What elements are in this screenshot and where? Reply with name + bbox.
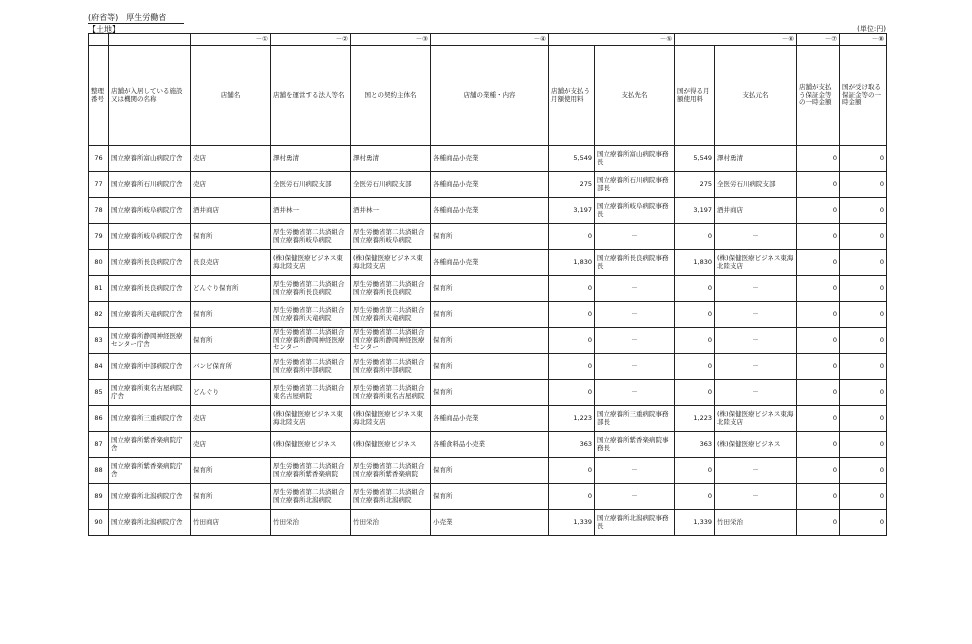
payee-name: 国立療養所北潟病院事務長 (595, 510, 675, 536)
deposit-paid: 0 (797, 458, 840, 484)
monthly-fee-paid: 0 (549, 224, 595, 250)
facility-name: 国立療養所静岡神経医療センター庁舎 (109, 328, 191, 354)
monthly-fee-paid: 0 (549, 484, 595, 510)
table-row (89, 380, 887, 406)
header-deposit-received: 国が受け取る保証金等の一時金額 (840, 46, 887, 146)
contractor-name: 厚生労働省第二共済組合国立療養所北潟病院 (351, 484, 431, 510)
store-table (88, 33, 887, 536)
operator-name: 厚生労働省第二共済組合国立療養所北潟病院 (271, 484, 351, 510)
column-number: －⑧ (840, 34, 887, 46)
column-number: －④ (431, 34, 549, 46)
deposit-received: 0 (840, 172, 887, 198)
deposit-received: 0 (840, 146, 887, 172)
column-header-row (89, 46, 887, 146)
row-number: 89 (89, 484, 109, 510)
contractor-name: (株)保健医療ビジネス東海北陸支店 (351, 406, 431, 432)
contractor-name: 全医労石川病院支部 (351, 172, 431, 198)
contractor-name: 厚生労働省第二共済組合国立療養所長良病院 (351, 276, 431, 302)
payer-name: 竹田栄治 (715, 510, 797, 536)
monthly-fee-received: 0 (675, 354, 715, 380)
contractor-name: 澤村勇清 (351, 146, 431, 172)
monthly-fee-paid: 5,549 (549, 146, 595, 172)
business-type: 各種商品小売業 (431, 406, 549, 432)
contractor-name: 厚生労働省第二共済組合国立療養所静岡神経医療センター (351, 328, 431, 354)
deposit-paid: 0 (797, 510, 840, 536)
category-label: 【土地】 (88, 25, 120, 34)
payee-name: 国立療養所紫香楽病院事務長 (595, 432, 675, 458)
payer-name: (株)保健医療ビジネス東海北陸支店 (715, 250, 797, 276)
table-row (89, 250, 887, 276)
table-row (89, 224, 887, 250)
monthly-fee-paid: 0 (549, 354, 595, 380)
payer-name: － (715, 224, 797, 250)
deposit-received: 0 (840, 354, 887, 380)
ministry-label: (府省等) 厚生労働省 (88, 13, 167, 22)
monthly-fee-received: 0 (675, 458, 715, 484)
contractor-name: (株)保健医療ビジネス東海北陸支店 (351, 250, 431, 276)
operator-name: (株)保健医療ビジネス (271, 432, 351, 458)
facility-name: 国立療養所三重病院庁舎 (109, 406, 191, 432)
row-number: 85 (89, 380, 109, 406)
store-name: 保育所 (191, 224, 271, 250)
payee-name: 国立療養所富山病院事務長 (595, 146, 675, 172)
store-name: 売店 (191, 432, 271, 458)
header-operator: 店舗を運営する法人等名 (271, 46, 351, 146)
operator-name: 厚生労働省第二共済組合国立療養所岐阜病院 (271, 224, 351, 250)
deposit-received: 0 (840, 380, 887, 406)
payee-name: － (595, 484, 675, 510)
payee-name: － (595, 458, 675, 484)
monthly-fee-paid: 1,223 (549, 406, 595, 432)
column-number: －① (191, 34, 271, 46)
deposit-paid: 0 (797, 406, 840, 432)
deposit-received: 0 (840, 198, 887, 224)
payer-name: (株)保健医療ビジネス (715, 432, 797, 458)
payer-name: － (715, 380, 797, 406)
business-type: 小売業 (431, 510, 549, 536)
deposit-paid: 0 (797, 380, 840, 406)
payee-name: 国立療養所三重病院事務部長 (595, 406, 675, 432)
column-number: －⑦ (797, 34, 840, 46)
table-row (89, 276, 887, 302)
monthly-fee-paid: 3,197 (549, 198, 595, 224)
operator-name: 厚生労働省第二共済組合国立療養所長良病院 (271, 276, 351, 302)
facility-name: 国立療養所中部病院庁舎 (109, 354, 191, 380)
store-name: 売店 (191, 406, 271, 432)
row-number: 88 (89, 458, 109, 484)
store-name: 保育所 (191, 484, 271, 510)
monthly-fee-received: 0 (675, 276, 715, 302)
store-name: バンビ保育所 (191, 354, 271, 380)
header-monthly-received: 国が得る月額使用料 (675, 46, 715, 146)
facility-name: 国立療養所北潟病院庁舎 (109, 484, 191, 510)
deposit-received: 0 (840, 510, 887, 536)
facility-name: 国立療養所富山病院庁舎 (109, 146, 191, 172)
payee-name: 国立療養所岐阜病院事務長 (595, 198, 675, 224)
payee-name: － (595, 328, 675, 354)
deposit-paid: 0 (797, 302, 840, 328)
store-name: 酒井商店 (191, 198, 271, 224)
deposit-received: 0 (840, 406, 887, 432)
header-payee: 支払先名 (595, 46, 675, 146)
business-type: 各種食料品小売業 (431, 432, 549, 458)
row-number: 86 (89, 406, 109, 432)
deposit-paid: 0 (797, 432, 840, 458)
store-name: 保育所 (191, 458, 271, 484)
contractor-name: 厚生労働省第二共済組合国立療養所天竜病院 (351, 302, 431, 328)
store-name: 保育所 (191, 302, 271, 328)
table-row (89, 198, 887, 224)
facility-name: 国立療養所岐阜病院庁舎 (109, 198, 191, 224)
deposit-received: 0 (840, 484, 887, 510)
business-type: 各種商品小売業 (431, 146, 549, 172)
contractor-name: 竹田栄治 (351, 510, 431, 536)
unit-label: (単位:円) (857, 25, 886, 33)
business-type: 保育所 (431, 328, 549, 354)
contractor-name: 厚生労働省第二共済組合国立療養所紫香楽病院 (351, 458, 431, 484)
column-number: －② (271, 34, 351, 46)
monthly-fee-received: 363 (675, 432, 715, 458)
business-type: 保育所 (431, 302, 549, 328)
business-type: 保育所 (431, 484, 549, 510)
row-number: 90 (89, 510, 109, 536)
deposit-received: 0 (840, 250, 887, 276)
contractor-name: 酒井林一 (351, 198, 431, 224)
business-type: 保育所 (431, 380, 549, 406)
facility-name: 国立療養所紫香楽病院庁舎 (109, 458, 191, 484)
header-facility: 店舗が入居している施設又は機関の名称 (109, 46, 191, 146)
business-type: 保育所 (431, 354, 549, 380)
store-name: どんぐり (191, 380, 271, 406)
monthly-fee-received: 1,339 (675, 510, 715, 536)
operator-name: 竹田栄治 (271, 510, 351, 536)
row-number: 78 (89, 198, 109, 224)
payer-name: 全医労石川病院支部 (715, 172, 797, 198)
operator-name: 厚生労働省第二共済組合国立療養所天竜病院 (271, 302, 351, 328)
payee-name: 国立療養所長良病院事務長 (595, 250, 675, 276)
monthly-fee-paid: 0 (549, 380, 595, 406)
payer-name: － (715, 484, 797, 510)
store-name: どんぐり保育所 (191, 276, 271, 302)
header-payer: 支払元名 (715, 46, 797, 146)
row-number: 79 (89, 224, 109, 250)
operator-name: (株)保健医療ビジネス東海北陸支店 (271, 250, 351, 276)
deposit-paid: 0 (797, 146, 840, 172)
deposit-paid: 0 (797, 328, 840, 354)
header-deposit-paid: 店舗が支払う保証金等の一時金額 (797, 46, 840, 146)
business-type: 保育所 (431, 276, 549, 302)
facility-name: 国立療養所紫香楽病院庁舎 (109, 432, 191, 458)
monthly-fee-paid: 0 (549, 302, 595, 328)
table-row (89, 406, 887, 432)
deposit-received: 0 (840, 458, 887, 484)
business-type: 各種商品小売業 (431, 172, 549, 198)
business-type: 保育所 (431, 458, 549, 484)
row-number: 80 (89, 250, 109, 276)
table-row (89, 172, 887, 198)
monthly-fee-received: 0 (675, 484, 715, 510)
monthly-fee-received: 1,830 (675, 250, 715, 276)
deposit-paid: 0 (797, 198, 840, 224)
store-name: 保育所 (191, 328, 271, 354)
monthly-fee-received: 275 (675, 172, 715, 198)
table-row (89, 458, 887, 484)
row-number: 87 (89, 432, 109, 458)
store-name: 長良売店 (191, 250, 271, 276)
deposit-paid: 0 (797, 484, 840, 510)
table-row (89, 302, 887, 328)
monthly-fee-paid: 1,339 (549, 510, 595, 536)
deposit-received: 0 (840, 432, 887, 458)
header-monthly-paid: 店舗が支払う月額使用料 (549, 46, 595, 146)
header-contractor: 国との契約主体名 (351, 46, 431, 146)
contractor-name: (株)保健医療ビジネス (351, 432, 431, 458)
payer-name: － (715, 458, 797, 484)
business-type: 各種商品小売業 (431, 198, 549, 224)
row-number: 76 (89, 146, 109, 172)
payee-name: － (595, 302, 675, 328)
payee-name: － (595, 224, 675, 250)
row-number: 81 (89, 276, 109, 302)
table-row (89, 146, 887, 172)
payee-name: － (595, 276, 675, 302)
facility-name: 国立療養所長良病院庁舎 (109, 276, 191, 302)
monthly-fee-received: 0 (675, 302, 715, 328)
operator-name: 全医労石川病院支部 (271, 172, 351, 198)
monthly-fee-paid: 0 (549, 458, 595, 484)
monthly-fee-paid: 0 (549, 276, 595, 302)
table-row (89, 354, 887, 380)
row-number: 84 (89, 354, 109, 380)
store-name: 竹田商店 (191, 510, 271, 536)
payee-name: 国立療養所石川病院事務部長 (595, 172, 675, 198)
operator-name: (株)保健医療ビジネス東海北陸支店 (271, 406, 351, 432)
store-name: 売店 (191, 146, 271, 172)
business-type: 各種商品小売業 (431, 250, 549, 276)
business-type: 保育所 (431, 224, 549, 250)
payer-name: － (715, 328, 797, 354)
column-number-row (89, 34, 887, 46)
store-name: 売店 (191, 172, 271, 198)
monthly-fee-received: 5,549 (675, 146, 715, 172)
column-number: －③ (351, 34, 431, 46)
operator-name: 厚生労働省第二共済組合国立療養所中部病院 (271, 354, 351, 380)
deposit-received: 0 (840, 224, 887, 250)
payee-name: － (595, 354, 675, 380)
contractor-name: 厚生労働省第二共済組合国立療養所岐阜病院 (351, 224, 431, 250)
monthly-fee-paid: 363 (549, 432, 595, 458)
deposit-paid: 0 (797, 224, 840, 250)
operator-name: 厚生労働省第二共済組合国立療養所紫香楽病院 (271, 458, 351, 484)
deposit-received: 0 (840, 302, 887, 328)
monthly-fee-received: 0 (675, 380, 715, 406)
column-number: －⑤ (549, 34, 675, 46)
monthly-fee-paid: 1,830 (549, 250, 595, 276)
deposit-received: 0 (840, 328, 887, 354)
monthly-fee-received: 0 (675, 224, 715, 250)
table-row (89, 510, 887, 536)
contractor-name: 厚生労働省第二共済組合国立療養所東名古屋病院 (351, 380, 431, 406)
payer-name: (株)保健医療ビジネス東海北陸支店 (715, 406, 797, 432)
header-no: 整理番号 (89, 46, 109, 146)
row-number: 82 (89, 302, 109, 328)
monthly-fee-paid: 275 (549, 172, 595, 198)
payer-name: 澤村勇清 (715, 146, 797, 172)
row-number: 83 (89, 328, 109, 354)
deposit-received: 0 (840, 276, 887, 302)
operator-name: 厚生労働省第二共済組合国立療養所静岡神経医療センター (271, 328, 351, 354)
monthly-fee-paid: 0 (549, 328, 595, 354)
payer-name: － (715, 302, 797, 328)
header-business: 店舗の業種・内容 (431, 46, 549, 146)
operator-name: 澤村勇清 (271, 146, 351, 172)
table-row (89, 432, 887, 458)
operator-name: 酒井林一 (271, 198, 351, 224)
payer-name: － (715, 276, 797, 302)
row-number: 77 (89, 172, 109, 198)
monthly-fee-received: 1,223 (675, 406, 715, 432)
contractor-name: 厚生労働省第二共済組合国立療養所中部病院 (351, 354, 431, 380)
facility-name: 国立療養所石川病院庁舎 (109, 172, 191, 198)
column-number: －⑥ (675, 34, 797, 46)
facility-name: 国立療養所北潟病院庁舎 (109, 510, 191, 536)
table-row (89, 328, 887, 354)
header-store: 店舗名 (191, 46, 271, 146)
monthly-fee-received: 3,197 (675, 198, 715, 224)
facility-name: 国立療養所東名古屋病院庁舎 (109, 380, 191, 406)
deposit-paid: 0 (797, 172, 840, 198)
deposit-paid: 0 (797, 276, 840, 302)
facility-name: 国立療養所岐阜病院庁舎 (109, 224, 191, 250)
payer-name: 酒井商店 (715, 198, 797, 224)
facility-name: 国立療養所天竜病院庁舎 (109, 302, 191, 328)
operator-name: 厚生労働省第二共済組合東名古屋病院 (271, 380, 351, 406)
monthly-fee-received: 0 (675, 328, 715, 354)
deposit-paid: 0 (797, 354, 840, 380)
payee-name: － (595, 380, 675, 406)
table-row (89, 484, 887, 510)
payer-name: － (715, 354, 797, 380)
deposit-paid: 0 (797, 250, 840, 276)
facility-name: 国立療養所長良病院庁舎 (109, 250, 191, 276)
